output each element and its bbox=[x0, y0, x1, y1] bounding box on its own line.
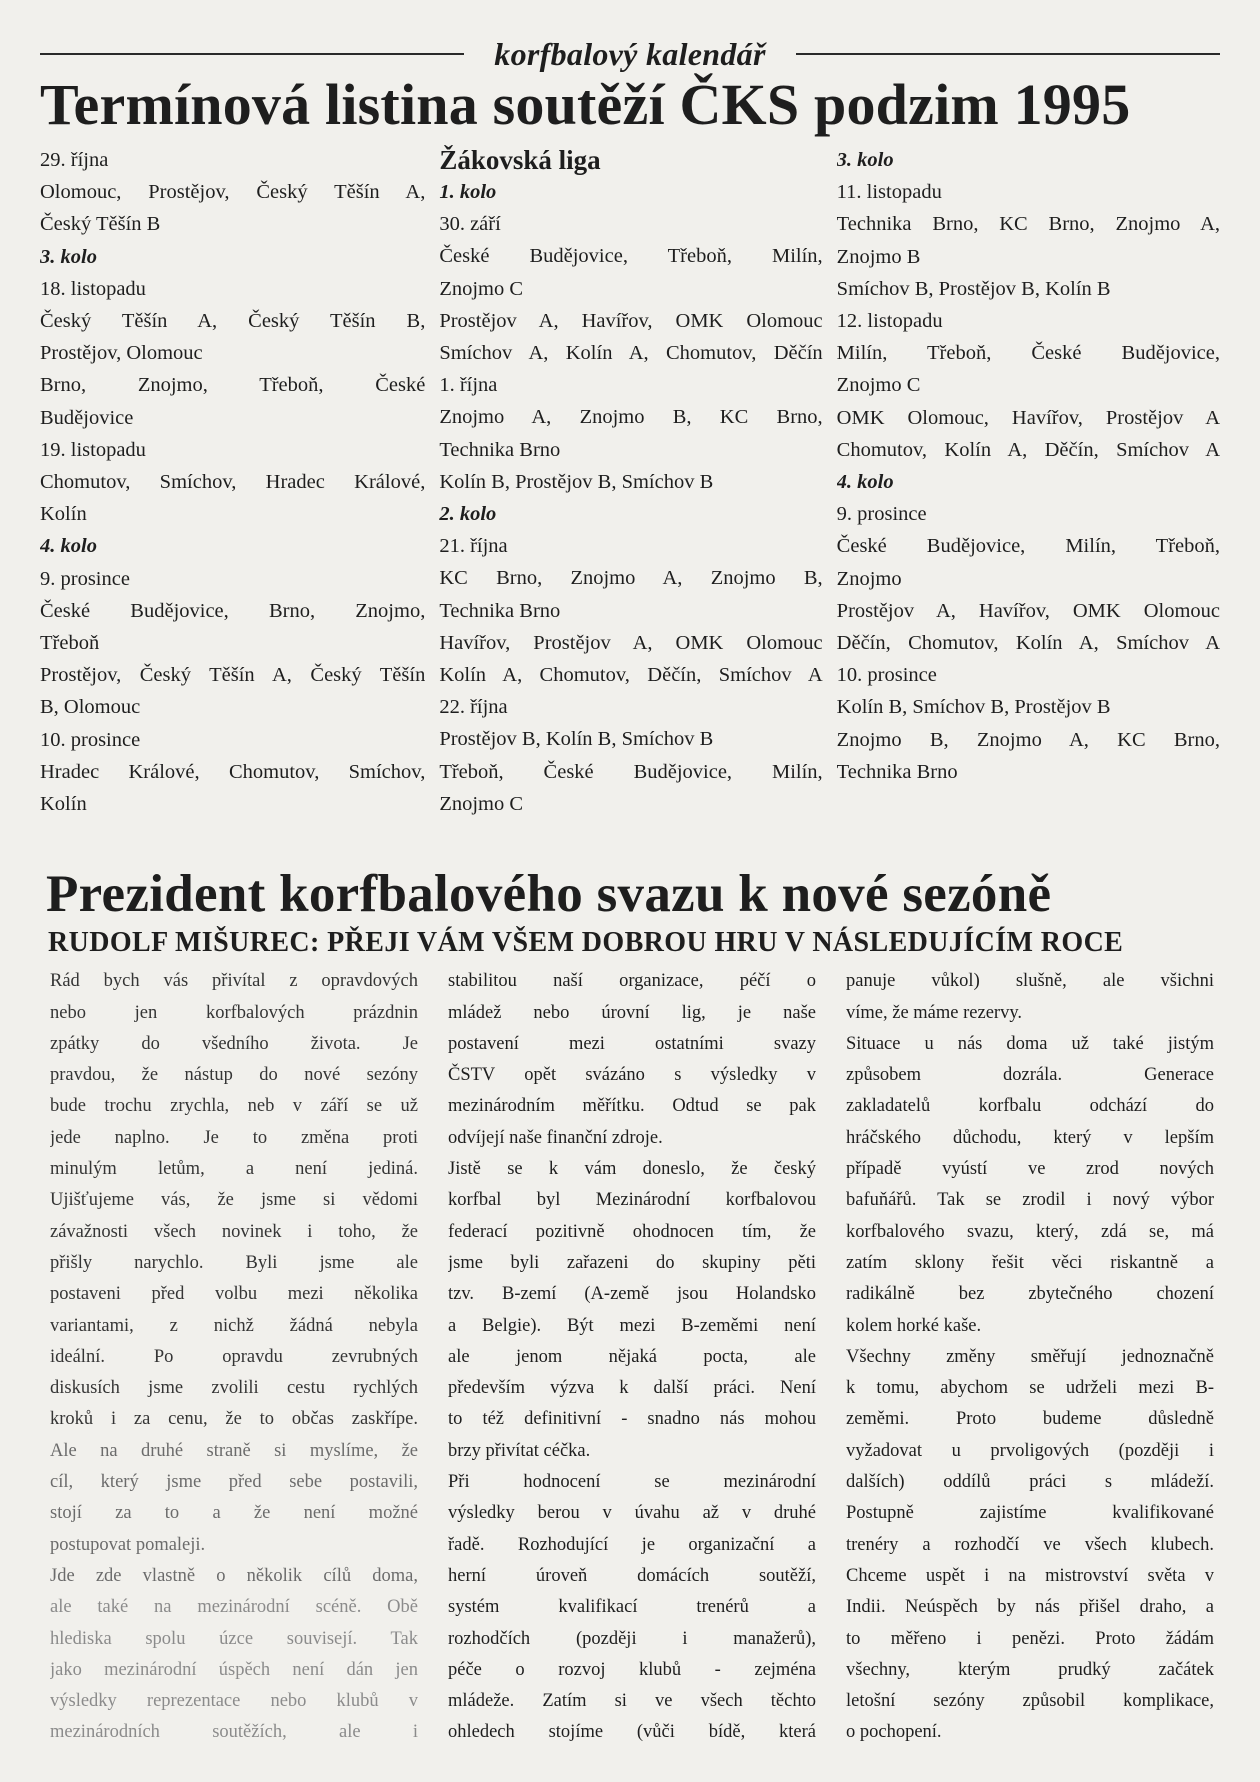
text-line: Chceme uspět i na mistrovství světa v bbox=[846, 1565, 1214, 1586]
text-line: Rád bych vás přivítal z opravdových bbox=[50, 971, 418, 992]
text-line: to též definitivní - snadno nás mohou bbox=[448, 1409, 816, 1430]
text-line: Technika Brno bbox=[439, 599, 561, 622]
text-line: 30. září bbox=[439, 213, 501, 236]
text-line: Brno, Znojmo, Třeboň, České bbox=[40, 374, 426, 397]
text-line: postaveni před volbu mezi několika bbox=[50, 1284, 418, 1305]
text-line: ale také na mezinárodní scéně. Obě bbox=[50, 1597, 418, 1618]
text-line: a Belgie). Být mezi B-zeměmi není bbox=[448, 1315, 816, 1336]
round-label: 4. kolo bbox=[836, 471, 894, 494]
text-line: federací pozitivně ohodnocen tím, že bbox=[448, 1221, 816, 1242]
text-line: rozhodčích (později i manažerů), bbox=[448, 1628, 816, 1649]
text-line: všechny, kterým prudký začátek bbox=[846, 1659, 1214, 1680]
schedule-column-1 bbox=[40, 144, 425, 820]
text-line: Jistě se k vám doneslo, že český bbox=[448, 1159, 816, 1180]
text-line: ČSTV opět svázáno s výsledky v bbox=[448, 1065, 816, 1086]
rubric-rule-left bbox=[40, 53, 464, 55]
text-line: Technika Brno bbox=[439, 438, 561, 461]
text-line: Smíchov B, Prostějov B, Kolín B bbox=[836, 277, 1111, 300]
text-line: péče o rozvoj klubů - zejména bbox=[448, 1659, 816, 1680]
text-line: 12. listopadu bbox=[836, 310, 943, 333]
text-line: bude trochu zrychla, neb v září se už bbox=[50, 1096, 418, 1117]
article-subheadline: RUDOLF MIŠUREC: PŘEJI VÁM VŠEM DOBROU HRU V NÁSLEDUJÍCÍM ROCE bbox=[48, 927, 1124, 959]
text-line: mládež nebo úrovní lig, je naše bbox=[448, 1002, 816, 1023]
section-rubric bbox=[40, 36, 1220, 72]
text-line: minulým letům, a není jediná. bbox=[50, 1159, 418, 1180]
league-heading: Žákovská liga bbox=[439, 145, 601, 175]
text-line: způsobem dozrála. Generace bbox=[846, 1065, 1214, 1086]
text-line: hlediska spolu úzce souvisejí. Tak bbox=[50, 1628, 418, 1649]
text-line: Havířov, Prostějov A, OMK Olomouc bbox=[439, 631, 823, 654]
text-line: variantami, z nichž žádná nebyla bbox=[50, 1315, 418, 1336]
text-line: Znojmo C bbox=[439, 792, 524, 815]
article-column-2 bbox=[448, 966, 816, 1748]
text-line: Prostějov, Český Těšín A, Český Těšín bbox=[40, 664, 426, 687]
text-line: Smíchov A, Kolín A, Chomutov, Děčín bbox=[439, 342, 823, 365]
text-line: Znojmo C bbox=[836, 374, 921, 397]
text-line: výsledky reprezentace nebo klubů v bbox=[50, 1691, 418, 1712]
text-line: Milín, Třeboň, České Budějovice, bbox=[836, 342, 1221, 365]
text-line: 10. prosince bbox=[40, 728, 141, 751]
text-line: korfbal byl Mezinárodní korfbalovou bbox=[448, 1190, 816, 1211]
text-line: Třeboň bbox=[40, 632, 100, 655]
text-line: 19. listopadu bbox=[40, 438, 146, 461]
text-line: 1. října bbox=[439, 374, 498, 397]
text-line: Technika Brno, KC Brno, Znojmo A, bbox=[836, 213, 1221, 236]
text-line: Chomutov, Kolín A, Děčín, Smíchov A bbox=[836, 438, 1221, 461]
text-line: korfbalového svazu, který, zdá se, má bbox=[846, 1221, 1214, 1242]
text-line: pravdou, že nástup do nové sezóny bbox=[50, 1065, 418, 1086]
text-line: Ujišťujeme vás, že jsme si vědomi bbox=[50, 1190, 418, 1211]
text-line: Chomutov, Smíchov, Hradec Králové, bbox=[40, 471, 426, 494]
text-line: stabilitou naší organizace, péčí o bbox=[448, 971, 816, 992]
text-line: panuje vůkol) slušně, ale všichni bbox=[846, 971, 1214, 992]
text-line: ideální. Po opravdu zevrubných bbox=[50, 1346, 418, 1367]
text-line: postavení mezi ostatními svazy bbox=[448, 1033, 816, 1054]
round-label: 4. kolo bbox=[40, 535, 97, 558]
text-line: trenéry a rozhodčí ve všech klubech. bbox=[846, 1534, 1214, 1555]
round-label: 3. kolo bbox=[836, 149, 894, 171]
schedule-column-3 bbox=[837, 144, 1220, 820]
text-line: dalších) oddílů práci s mládeží. bbox=[846, 1472, 1214, 1493]
text-line: řadě. Rozhodující je organizační a bbox=[448, 1534, 816, 1555]
text-line: o pochopení. bbox=[846, 1722, 942, 1743]
round-label: 2. kolo bbox=[439, 503, 497, 526]
text-line: Kolín B, Prostějov B, Smíchov B bbox=[439, 470, 714, 493]
round-label: 1. kolo bbox=[439, 181, 497, 203]
text-line: Český Těšín B bbox=[40, 213, 161, 236]
text-line: Děčín, Chomutov, Kolín A, Smíchov A bbox=[836, 632, 1221, 655]
text-line: Kolín B, Smíchov B, Prostějov B bbox=[836, 696, 1111, 719]
text-line: Budějovice bbox=[40, 406, 134, 429]
text-line: brzy přivítat céčka. bbox=[448, 1440, 591, 1461]
text-line: Olomouc, Prostějov, Český Těšín A, bbox=[40, 181, 426, 204]
text-line: Technika Brno bbox=[836, 760, 958, 783]
text-line: mládeže. Zatím si ve všech těchto bbox=[448, 1691, 816, 1712]
text-line: přišly narychlo. Byli jsme ale bbox=[50, 1252, 418, 1273]
text-line: zeměmi. Proto budeme důsledně bbox=[846, 1409, 1214, 1430]
rubric-rule-right bbox=[796, 53, 1220, 55]
schedule-columns bbox=[40, 144, 1220, 820]
text-line: jako mezinárodní úspěch není dán jen bbox=[50, 1659, 418, 1680]
text-line: Znojmo bbox=[836, 567, 902, 590]
text-line: mezinárodním měřítku. Odtud se pak bbox=[448, 1096, 816, 1117]
text-line: Znojmo B, Znojmo A, KC Brno, bbox=[836, 728, 1221, 751]
text-line: zatím sklony řešit věci riskantně a bbox=[846, 1252, 1214, 1273]
text-line: 10. prosince bbox=[836, 664, 937, 687]
schedule-headline: Termínová listina soutěží ČKS podzim 1995 bbox=[40, 72, 1131, 137]
text-line: 18. listopadu bbox=[40, 277, 146, 300]
text-line: Kolín bbox=[40, 503, 87, 526]
text-line: případě vyústí ve zrod nových bbox=[846, 1159, 1214, 1180]
text-line: Hradec Králové, Chomutov, Smíchov, bbox=[40, 760, 426, 783]
text-line: to měřeno i penězi. Proto žádám bbox=[846, 1628, 1214, 1649]
text-line: KC Brno, Znojmo A, Znojmo B, bbox=[439, 567, 823, 590]
text-line: výsledky berou v úvahu až v druhé bbox=[448, 1503, 816, 1524]
text-line: kroků i za cenu, že to občas zaskřípe. bbox=[50, 1409, 418, 1430]
text-line: systém kvalifikací trenérů a bbox=[448, 1597, 816, 1618]
text-line: Situace u nás doma už také jistým bbox=[846, 1033, 1214, 1054]
text-line: Znojmo A, Znojmo B, KC Brno, bbox=[439, 406, 823, 429]
text-line: Prostějov A, Havířov, OMK Olomouc bbox=[439, 309, 823, 332]
text-line: diskusích jsme zvolili cestu rychlých bbox=[50, 1378, 418, 1399]
text-line: Při hodnocení se mezinárodní bbox=[448, 1472, 816, 1493]
text-line: bafuňářů. Tak se zrodil i nový výbor bbox=[846, 1190, 1214, 1211]
text-line: jede naplno. Je to změna proti bbox=[50, 1127, 418, 1148]
text-line: 29. října bbox=[40, 149, 109, 171]
text-line: herní úroveň domácích soutěží, bbox=[448, 1565, 816, 1586]
text-line: Kolín A, Chomutov, Děčín, Smíchov A bbox=[439, 664, 823, 687]
article-column-1 bbox=[50, 966, 418, 1748]
text-line: zpátky do všedního života. Je bbox=[50, 1033, 418, 1054]
text-line: stojí za to a že není možné bbox=[50, 1503, 418, 1524]
text-line: Postupně zajistíme kvalifikované bbox=[846, 1503, 1214, 1524]
text-line: Prostějov B, Kolín B, Smíchov B bbox=[439, 728, 714, 751]
text-line: Znojmo C bbox=[439, 277, 524, 300]
text-line: 22. října bbox=[439, 696, 508, 719]
text-line: České Budějovice, Milín, Třeboň, bbox=[836, 535, 1221, 558]
text-line: Prostějov A, Havířov, OMK Olomouc bbox=[836, 599, 1221, 622]
schedule-column-2 bbox=[439, 144, 822, 820]
text-line: vyžadovat u prvoligových (později i bbox=[846, 1440, 1214, 1461]
text-line: Indii. Neúspěch by nás přišel draho, a bbox=[846, 1597, 1214, 1618]
text-line: 11. listopadu bbox=[836, 181, 942, 204]
text-line: tzv. B-zemí (A-země jsou Holandsko bbox=[448, 1284, 816, 1305]
text-line: Znojmo B bbox=[836, 245, 921, 268]
text-line: k tomu, abychom se udrželi mezi B- bbox=[846, 1378, 1214, 1399]
text-line: jsme byli zařazeni do skupiny pěti bbox=[448, 1252, 816, 1273]
round-label: 3. kolo bbox=[40, 245, 97, 268]
text-line: Prostějov, Olomouc bbox=[40, 342, 203, 365]
text-line: Český Těšín A, Český Těšín B, bbox=[40, 310, 426, 333]
text-line: Všechny změny směřují jednoznačně bbox=[846, 1346, 1214, 1367]
text-line: letošní sezóny způsobil komplikace, bbox=[846, 1691, 1214, 1712]
text-line: závažnosti všech novinek i toho, že bbox=[50, 1221, 418, 1242]
rubric-title: korfbalový kalendář bbox=[494, 35, 766, 72]
text-line: hráčského důchodu, který v lepším bbox=[846, 1127, 1214, 1148]
text-line: zakladatelů korfbalu odchází do bbox=[846, 1096, 1214, 1117]
text-line: kolem horké kaše. bbox=[846, 1315, 982, 1336]
text-line: ale jenom nějaká pocta, ale bbox=[448, 1346, 816, 1367]
text-line: 21. října bbox=[439, 535, 508, 558]
text-line: České Budějovice, Brno, Znojmo, bbox=[40, 599, 426, 622]
text-line: víme, že máme rezervy. bbox=[846, 1002, 1022, 1023]
text-line: Ale na druhé straně si myslíme, že bbox=[50, 1440, 418, 1461]
article-body bbox=[40, 966, 1220, 1748]
text-line: 9. prosince bbox=[40, 567, 130, 590]
text-line: postupovat pomaleji. bbox=[50, 1534, 206, 1555]
text-line: odvíjejí naše finanční zdroje. bbox=[448, 1127, 663, 1148]
text-line: především výzva k další práci. Není bbox=[448, 1378, 816, 1399]
text-line: cíl, který jsme před sebe postavili, bbox=[50, 1472, 418, 1493]
text-line: B, Olomouc bbox=[40, 696, 141, 719]
text-line: OMK Olomouc, Havířov, Prostějov A bbox=[836, 406, 1221, 429]
text-line: nebo jen korfbalových prázdnin bbox=[50, 1002, 418, 1023]
text-line: mezinárodních soutěžích, ale i bbox=[50, 1722, 418, 1743]
text-line: ohledech stojíme (vůči bídě, která bbox=[448, 1722, 816, 1743]
article-column-3 bbox=[846, 966, 1214, 1748]
text-line: 9. prosince bbox=[836, 503, 927, 526]
article-headline: Prezident korfbalového svazu k nové sezóně bbox=[46, 865, 1052, 924]
text-line: Třeboň, České Budějovice, Milín, bbox=[439, 760, 823, 783]
text-line: České Budějovice, Třeboň, Milín, bbox=[439, 245, 823, 268]
text-line: Jde zde vlastně o několik cílů doma, bbox=[50, 1565, 418, 1586]
text-line: radikálně bez zbytečného chození bbox=[846, 1284, 1214, 1305]
text-line: Kolín bbox=[40, 793, 87, 816]
